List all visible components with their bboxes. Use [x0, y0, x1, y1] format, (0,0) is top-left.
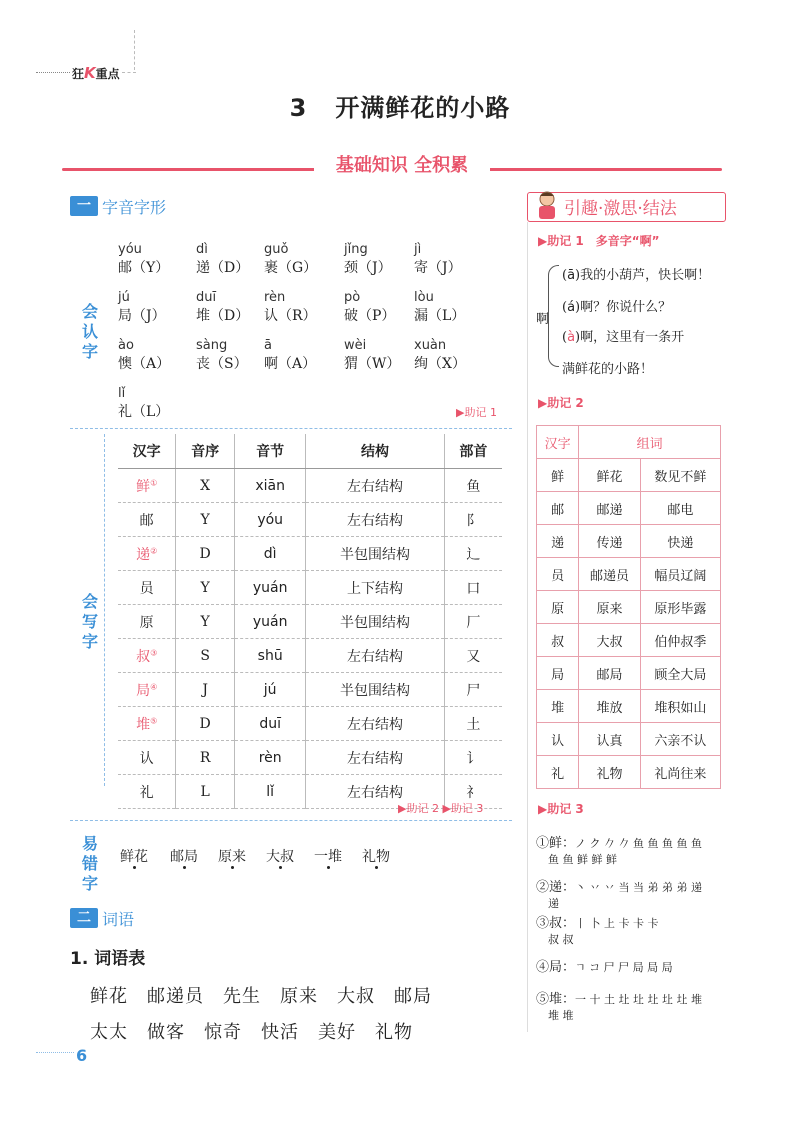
- sentence: )啊？你说什么？: [575, 300, 672, 315]
- polyphone-char: 啊: [536, 312, 550, 327]
- recognize-item: [264, 242, 317, 277]
- vocab-line: 太太 做客 惊奇 快活 美好 礼物: [90, 1022, 413, 1043]
- emphasis-dot: [231, 866, 234, 869]
- word-cell: 礼: [537, 756, 579, 789]
- cell-jg: 左右结构: [306, 503, 444, 537]
- word-cell: 堆积如山: [640, 690, 720, 723]
- note-marker: ④: [150, 681, 158, 691]
- write-label: 会写字: [81, 592, 98, 651]
- cell-jg: 左右结构: [306, 707, 444, 741]
- word-cell: 幅员辽阔: [640, 558, 720, 591]
- cell-jg: 半包围结构: [306, 673, 444, 707]
- pinyin: rèn: [264, 290, 286, 305]
- char-cell: [118, 639, 176, 673]
- mnemonic-1-heading: ▶助记 1 多音字“啊”: [538, 234, 660, 248]
- emphasis-dot: [327, 866, 330, 869]
- banner-line-left: [62, 168, 318, 171]
- stroke-sequence: ㄱ コ 尸 尸 局 局 局: [575, 961, 673, 974]
- corner-mark: [122, 72, 136, 73]
- cell-yx: X: [176, 469, 235, 503]
- word-cell: 原: [537, 591, 579, 624]
- mnemonic-link: ▶助记 2 ▶助记 3: [398, 802, 484, 815]
- cell-jg: 左右结构: [306, 639, 444, 673]
- table-row: [537, 690, 721, 723]
- stroke-order-item: [536, 912, 722, 947]
- character: 猬（W）: [344, 356, 401, 372]
- pinyin: yóu: [118, 242, 142, 257]
- cell-jg: 左右结构: [306, 775, 444, 809]
- pinyin: sàng: [196, 338, 228, 353]
- cell-yx: J: [176, 673, 235, 707]
- char: 邮: [139, 512, 154, 529]
- character: 礼（L）: [118, 404, 170, 420]
- error-prone-label: 易错字: [81, 834, 98, 893]
- char: 叔: [136, 648, 151, 665]
- pinyin: jǐng: [344, 242, 368, 257]
- header-words: 组词: [579, 426, 721, 459]
- word-cell: 传递: [579, 525, 640, 558]
- column-header: 音节: [235, 434, 306, 469]
- brace: [548, 265, 559, 367]
- table-row: [537, 657, 721, 690]
- word-cell: 递: [537, 525, 579, 558]
- pinyin: wèi: [344, 338, 367, 353]
- char: 礼: [139, 784, 154, 801]
- cell-yj: jú: [235, 673, 306, 707]
- cell-bs: 土: [444, 707, 502, 741]
- recognize-item: [118, 242, 169, 277]
- error-prone-word: [314, 846, 342, 866]
- table-row: [537, 624, 721, 657]
- cell-bs: 口: [444, 571, 502, 605]
- char: 局: [136, 682, 151, 699]
- char: 员: [139, 580, 154, 597]
- pinyin: dì: [196, 242, 208, 257]
- cell-yx: L: [176, 775, 235, 809]
- emphasis-dot: [183, 866, 186, 869]
- word-cell: 叔: [537, 624, 579, 657]
- note-marker: ①: [150, 477, 158, 487]
- char-cell: [118, 775, 176, 809]
- mnemonic-2-heading: ▶助记 2: [538, 396, 584, 410]
- divider: [70, 428, 512, 429]
- brand-line: [36, 72, 70, 73]
- recognize-item: [196, 338, 248, 373]
- char-cell: [118, 673, 176, 707]
- table-row: [118, 537, 502, 571]
- recognize-item: [196, 242, 249, 277]
- table-row: [118, 605, 502, 639]
- cell-jg: 半包围结构: [306, 537, 444, 571]
- error-prone-word: [266, 846, 294, 866]
- recognize-item: [118, 290, 166, 325]
- section-banner: 基础知识 全积累: [314, 153, 490, 179]
- char-cell: [118, 537, 176, 571]
- stroke-label: ①鲜：: [536, 836, 576, 851]
- word-cell: 顾全大局: [640, 657, 720, 690]
- sidebar-rule: [527, 222, 528, 1032]
- word: 鲜花: [120, 849, 148, 865]
- cell-yx: R: [176, 741, 235, 775]
- word-cell: 原来: [579, 591, 640, 624]
- char-cell: [118, 469, 176, 503]
- cell-yx: D: [176, 537, 235, 571]
- char-cell: [118, 503, 176, 537]
- character: 局（J）: [118, 308, 166, 324]
- character: 啊（A）: [264, 356, 317, 372]
- column-header: 结构: [306, 434, 444, 469]
- cell-yx: Y: [176, 605, 235, 639]
- pinyin: xuàn: [414, 338, 447, 353]
- pinyin: á: [567, 300, 576, 315]
- word-cell: 礼物: [579, 756, 640, 789]
- column-header: 汉字: [118, 434, 176, 469]
- divider: [70, 820, 512, 821]
- cell-yj: dì: [235, 537, 306, 571]
- stroke-label: ④局：: [536, 960, 576, 975]
- character: 裹（G）: [264, 260, 318, 276]
- stroke-label: ⑤堆：: [536, 992, 576, 1007]
- character: 丧（S）: [196, 356, 248, 372]
- character: 破（P）: [344, 308, 396, 324]
- word-cell: 邮局: [579, 657, 640, 690]
- word-cell: 数见不鲜: [640, 459, 720, 492]
- pinyin: lòu: [414, 290, 434, 305]
- cell-bs: 讠: [444, 741, 502, 775]
- table-row: [118, 707, 502, 741]
- section-title: 字音字形: [102, 198, 167, 217]
- char-cell: [118, 605, 176, 639]
- word-cell: 局: [537, 657, 579, 690]
- emphasis-dot: [133, 866, 136, 869]
- cell-yj: shū: [235, 639, 306, 673]
- vocab-heading: 1. 词语表: [70, 949, 146, 969]
- note-marker: ③: [150, 647, 158, 657]
- cell-bs: 厂: [444, 605, 502, 639]
- cell-yj: rèn: [235, 741, 306, 775]
- divider: [104, 434, 105, 786]
- cell-bs: 鱼: [444, 469, 502, 503]
- recognize-item: [264, 290, 317, 325]
- lesson-title: 3 开满鲜花的小路: [289, 94, 511, 122]
- write-table: [118, 434, 502, 809]
- cell-yj: yuán: [235, 605, 306, 639]
- cell-jg: 半包围结构: [306, 605, 444, 639]
- table-row: [537, 591, 721, 624]
- cell-yx: Y: [176, 571, 235, 605]
- page-number: 6: [76, 1046, 88, 1065]
- polyphone-line: [562, 326, 684, 345]
- word: 大叔: [266, 849, 294, 865]
- pinyin: à: [567, 330, 576, 345]
- cell-jg: 上下结构: [306, 571, 444, 605]
- character: 递（D）: [196, 260, 250, 276]
- cell-yj: duī: [235, 707, 306, 741]
- pinyin: jú: [118, 290, 130, 305]
- recognize-item: [344, 242, 392, 277]
- char: 堆: [136, 716, 151, 733]
- polyphone-line: [562, 296, 671, 315]
- table-row: [537, 723, 721, 756]
- table-row: [118, 639, 502, 673]
- pinyin: duī: [196, 290, 217, 305]
- word-cell: 认: [537, 723, 579, 756]
- recognize-item: [414, 290, 465, 325]
- column-header: 音序: [176, 434, 235, 469]
- word-cell: 邮: [537, 492, 579, 525]
- recognize-item: [414, 338, 466, 373]
- word-cell: 邮递员: [579, 558, 640, 591]
- word-cell: 邮电: [640, 492, 720, 525]
- character: 认（R）: [264, 308, 317, 324]
- word-cell: 原形毕露: [640, 591, 720, 624]
- stroke-sequence: 堆 堆: [548, 1009, 574, 1022]
- error-prone-word: [170, 846, 198, 866]
- char-cell: [118, 707, 176, 741]
- vocab-line: 鲜花 邮递员 先生 原来 大叔 邮局: [90, 986, 432, 1007]
- paren: (: [562, 330, 568, 345]
- word-cell: 认真: [579, 723, 640, 756]
- pinyin: ā: [264, 338, 272, 353]
- pinyin: pò: [344, 290, 361, 305]
- stroke-label: ③叔：: [536, 916, 576, 931]
- stroke-sequence: 丶 丷 丷 当 当 弟 弟 弟 递: [575, 881, 702, 894]
- pinyin: ào: [118, 338, 134, 353]
- note-marker: ②: [150, 545, 158, 555]
- table-row: [118, 503, 502, 537]
- character: 懊（A）: [118, 356, 171, 372]
- recognize-label: 会认字: [81, 302, 98, 361]
- word: 邮局: [170, 849, 198, 865]
- char: 原: [139, 614, 154, 631]
- stroke-order-item: [536, 988, 722, 1023]
- word-cell: 堆放: [579, 690, 640, 723]
- character: 颈（J）: [344, 260, 392, 276]
- cell-bs: 礻: [444, 775, 502, 809]
- cell-yx: D: [176, 707, 235, 741]
- recognize-item: [264, 338, 316, 373]
- emphasis-dot: [375, 866, 378, 869]
- word: 礼物: [362, 849, 390, 865]
- stroke-order-item: [536, 956, 722, 975]
- stroke-sequence: ノ ク 𠂊 𠂊 鱼 鱼 鱼 鱼 鱼: [575, 837, 702, 850]
- stroke-sequence: 叔 叔: [548, 933, 574, 946]
- page-bar: [36, 1052, 74, 1053]
- emphasis-dot: [279, 866, 282, 869]
- cell-bs: 辶: [444, 537, 502, 571]
- char: 认: [139, 750, 154, 767]
- word-cell: 鲜: [537, 459, 579, 492]
- word: 原来: [218, 849, 246, 865]
- word-cell: 礼尚往来: [640, 756, 720, 789]
- cell-yj: yóu: [235, 503, 306, 537]
- stroke-order-item: [536, 832, 722, 867]
- char-cell: [118, 571, 176, 605]
- brand-logo: 狂K重点: [72, 64, 120, 82]
- table-row: [118, 469, 502, 503]
- char-cell: [118, 741, 176, 775]
- char: 鲜: [136, 478, 151, 495]
- word-table: [536, 425, 721, 789]
- character: 寄（J）: [414, 260, 462, 276]
- stroke-sequence: 丨 卜 上 卡 卡 卡: [575, 917, 659, 930]
- header-char: 汉字: [537, 426, 579, 459]
- cell-yx: S: [176, 639, 235, 673]
- recognize-item: [414, 242, 462, 277]
- table-row: [537, 492, 721, 525]
- note-marker: ⑤: [150, 715, 158, 725]
- section-title: 词语: [102, 910, 135, 929]
- section-number-tag: 二: [70, 908, 98, 928]
- table-row: [537, 558, 721, 591]
- polyphone-line: [562, 264, 710, 283]
- pinyin: ā: [567, 268, 576, 283]
- pinyin: guǒ: [264, 242, 289, 257]
- character: 漏（L）: [414, 308, 466, 324]
- word-cell: 快递: [640, 525, 720, 558]
- word-cell: 伯仲叔季: [640, 624, 720, 657]
- cell-jg: 左右结构: [306, 741, 444, 775]
- cell-yx: Y: [176, 503, 235, 537]
- word-cell: 六亲不认: [640, 723, 720, 756]
- teacher-icon: [534, 190, 560, 220]
- sidebar-title: 引趣·激思·结法: [564, 199, 677, 219]
- stroke-sequence: 一 十 土 圵 圵 圵 圵 圵 堆: [575, 993, 702, 1006]
- word-cell: 员: [537, 558, 579, 591]
- cell-bs: 尸: [444, 673, 502, 707]
- word-cell: 鲜花: [579, 459, 640, 492]
- corner-mark: [134, 30, 135, 70]
- cell-yj: yuán: [235, 571, 306, 605]
- word-cell: 堆: [537, 690, 579, 723]
- table-row: [118, 571, 502, 605]
- character: 邮（Y）: [118, 260, 170, 276]
- word-cell: 大叔: [579, 624, 640, 657]
- mnemonic-link: ▶助记 1: [456, 406, 497, 419]
- cell-jg: 左右结构: [306, 469, 444, 503]
- cell-bs: 阝: [444, 503, 502, 537]
- stroke-order-item: [536, 876, 722, 911]
- paren: (: [562, 268, 568, 283]
- mnemonic-3-heading: ▶助记 3: [538, 802, 584, 816]
- word-cell: 邮递: [579, 492, 640, 525]
- sentence: )啊，这里有一条开: [575, 330, 685, 345]
- banner-line-right: [486, 168, 722, 171]
- table-row: [118, 741, 502, 775]
- cell-yj: lǐ: [235, 775, 306, 809]
- pinyin: lǐ: [118, 386, 126, 401]
- stroke-sequence: 递: [548, 897, 559, 910]
- pinyin: jì: [414, 242, 422, 257]
- paren: (: [562, 300, 568, 315]
- recognize-item: [118, 386, 169, 421]
- recognize-item: [196, 290, 249, 325]
- character: 绚（X）: [414, 356, 466, 372]
- polyphone-line: 满鲜花的小路！: [562, 362, 654, 377]
- error-prone-word: [362, 846, 390, 866]
- char: 递: [136, 546, 151, 563]
- table-row: [537, 525, 721, 558]
- cell-yj: xiān: [235, 469, 306, 503]
- table-row: [118, 673, 502, 707]
- error-prone-word: [120, 846, 148, 866]
- cell-bs: 又: [444, 639, 502, 673]
- recognize-item: [118, 338, 170, 373]
- section-number-tag: 一: [70, 196, 98, 216]
- table-row: [537, 756, 721, 789]
- word: 一堆: [314, 849, 342, 865]
- table-row: [537, 459, 721, 492]
- character: 堆（D）: [196, 308, 250, 324]
- stroke-label: ②递：: [536, 880, 576, 895]
- recognize-item: [344, 338, 400, 373]
- stroke-sequence: 鱼 鱼 鲜 鲜 鲜: [548, 853, 617, 866]
- error-prone-word: [218, 846, 246, 866]
- recognize-item: [344, 290, 395, 325]
- sentence: )我的小葫芦，快长啊！: [575, 268, 711, 283]
- column-header: 部首: [444, 434, 502, 469]
